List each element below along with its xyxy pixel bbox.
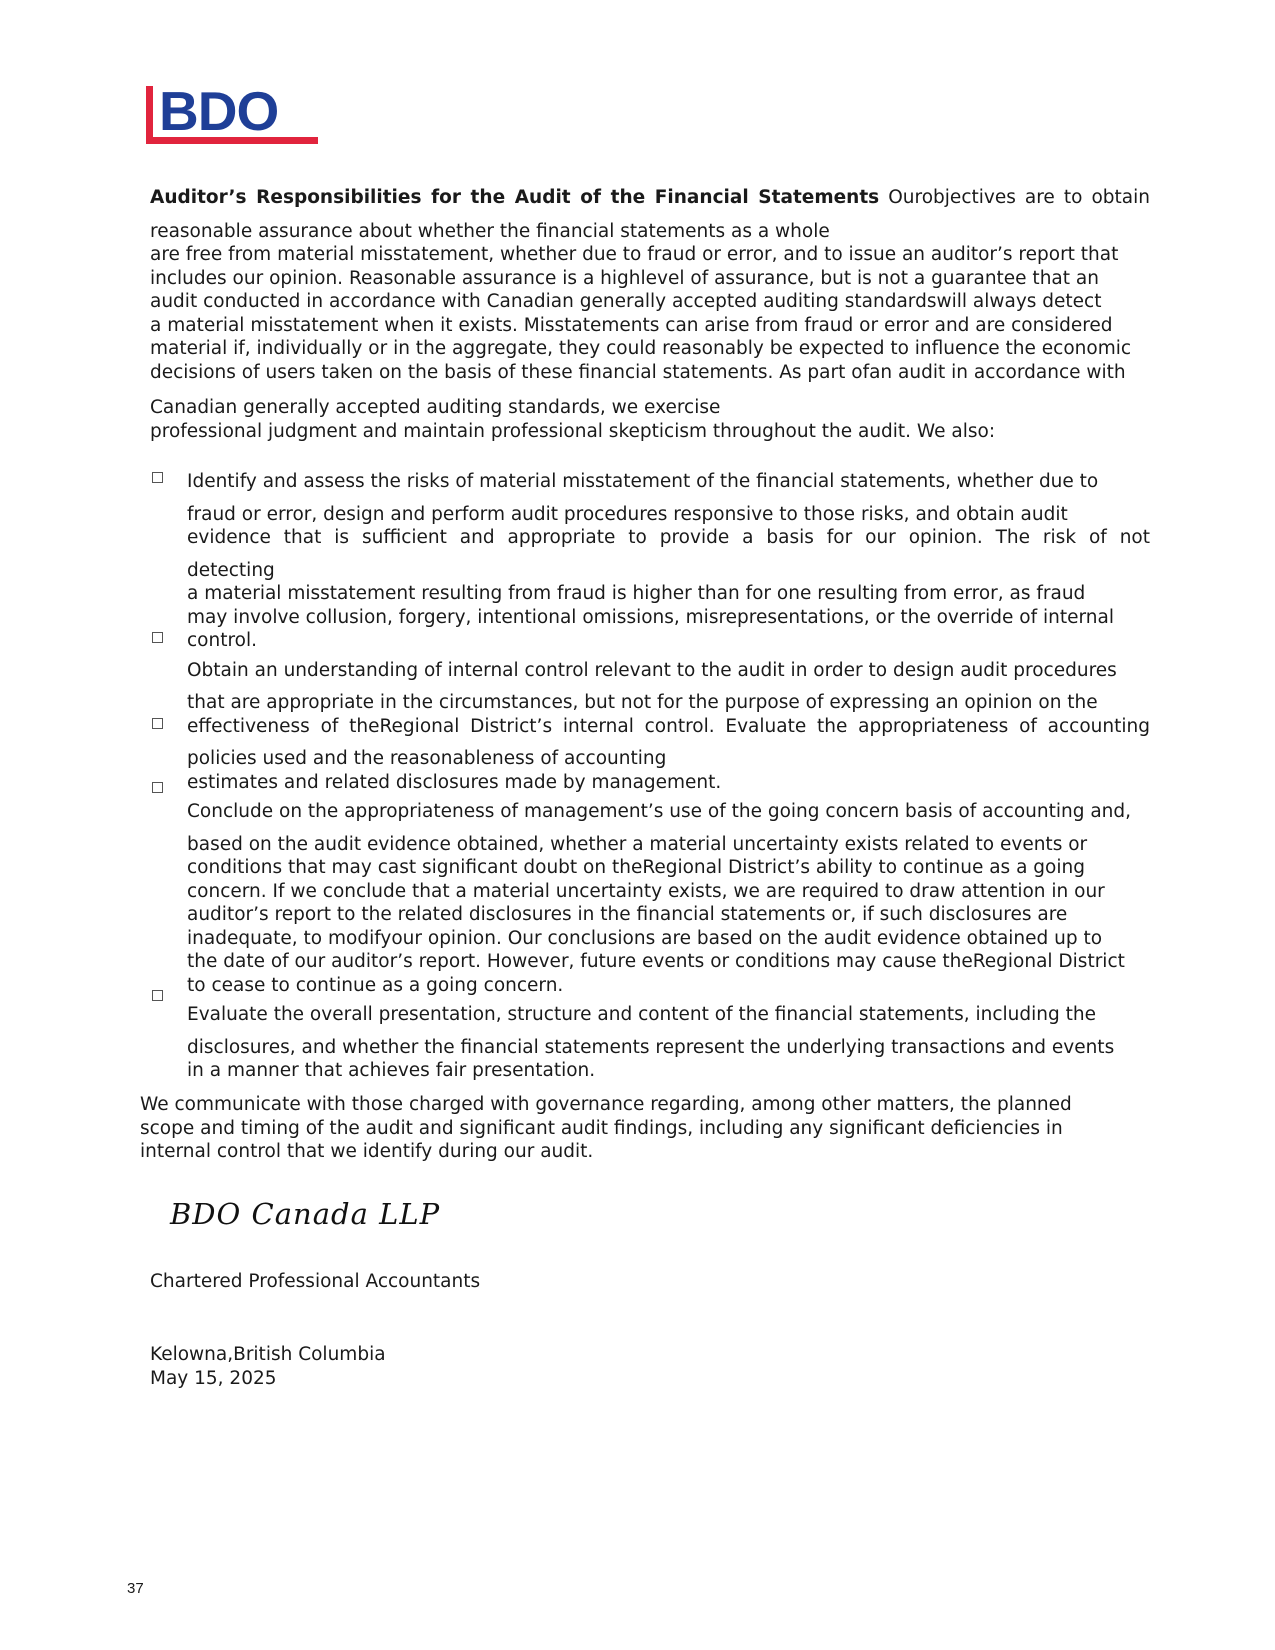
list-line: Evaluate the overall presentation, structure and content of the financial statements, including the bbox=[187, 1004, 1096, 1025]
list-line: effectiveness of theRegional District’s internal control. Evaluate the appropriateness of accounting bbox=[187, 715, 1150, 737]
bullet-box-icon bbox=[152, 472, 163, 483]
responsibilities-paragraph bbox=[150, 186, 1150, 443]
list-line: inadequate, to modifyour opinion. Our conclusions are based on the audit evidence obtained up to bbox=[187, 927, 1103, 949]
list-line: based on the audit evidence obtained, whether a material uncertainty exists related to events or bbox=[187, 833, 1088, 855]
para-line: audit conducted in accordance with Canadian generally accepted auditing standardswill always detect bbox=[150, 291, 1102, 312]
list-line: conditions that may cast significant doubt on theRegional District’s ability to continue as a going bbox=[187, 857, 1085, 878]
firm-signature: BDO Canada LLP bbox=[170, 1197, 441, 1231]
para-line: reasonable assurance about whether the financial statements as a whole bbox=[150, 220, 830, 242]
list-line: evidence that is sufficient and appropriate to provide a basis for our opinion. The risk of not bbox=[187, 527, 1150, 548]
bdo-logo-text: BDO bbox=[159, 84, 279, 142]
list-line: policies used and the reasonableness of accounting bbox=[187, 748, 667, 769]
list-line: Obtain an understanding of internal control relevant to the audit in order to design audit procedures bbox=[187, 659, 1117, 681]
list-line: Conclude on the appropriateness of management’s use of the going concern basis of accounting and, bbox=[187, 801, 1132, 822]
list-line: auditor’s report to the related disclosures in the financial statements or, if such disclosures are bbox=[187, 904, 1068, 925]
para-line: professional judgment and maintain professional skepticism throughout the audit. We also: bbox=[150, 420, 996, 442]
para-line: a material misstatement when it exists. Misstatements can arise from fraud or error and are considered bbox=[150, 314, 1113, 336]
bullet-box-icon bbox=[152, 782, 163, 793]
para-line: Canadian generally accepted auditing standards, we exercise bbox=[150, 397, 721, 418]
procedures-list bbox=[187, 470, 1150, 1083]
bdo-logo bbox=[146, 84, 318, 154]
para-line: decisions of users taken on the basis of these financial statements. As part ofan audit in accordance with bbox=[150, 361, 1126, 383]
section-heading: Auditor’s Responsibilities for the Audit of the Financial Statements bbox=[150, 187, 880, 208]
list-line: estimates and related disclosures made by management. bbox=[187, 771, 722, 793]
list-line: a material misstatement resulting from fraud is higher than for one resulting from error, as fraud bbox=[187, 583, 1086, 604]
report-location: Kelowna,British Columbia bbox=[150, 1344, 386, 1365]
list-line: that are appropriate in the circumstances, but not for the purpose of expressing an opinion on the bbox=[187, 692, 1098, 713]
list-line: control. bbox=[187, 630, 258, 651]
list-line: to cease to continue as a going concern. bbox=[187, 974, 564, 996]
report-date: May 15, 2025 bbox=[150, 1368, 277, 1389]
bullet-box-icon bbox=[152, 718, 163, 729]
list-line: the date of our auditor’s report. However, future events or conditions may cause theRegional District bbox=[187, 951, 1125, 972]
firm-title: Chartered Professional Accountants bbox=[150, 1271, 481, 1292]
para-line: material if, individually or in the aggregate, they could reasonably be expected to influence the economic bbox=[150, 338, 1132, 359]
list-line: fraud or error, design and perform audit procedures responsive to those risks, and obtain audit bbox=[187, 503, 1068, 525]
list-line: disclosures, and whether the financial statements represent the underlying transactions and events bbox=[187, 1036, 1115, 1058]
para-line: internal control that we identify during our audit. bbox=[140, 1141, 594, 1162]
para-line: We communicate with those charged with governance regarding, among other matters, the planned bbox=[140, 1094, 1072, 1115]
list-line: in a manner that achieves fair presentation. bbox=[187, 1060, 596, 1081]
para-line: scope and timing of the audit and significant audit findings, including any significant deficiencies in bbox=[140, 1117, 1063, 1139]
list-line: detecting bbox=[187, 559, 275, 581]
bullet-box-icon bbox=[152, 632, 163, 643]
communication-paragraph bbox=[140, 1093, 1140, 1164]
para-line: includes our opinion. Reasonable assurance is a highlevel of assurance, but is not a guarantee that an bbox=[150, 267, 1099, 289]
list-line: Identify and assess the risks of material misstatement of the financial statements, whether due to bbox=[187, 471, 1099, 492]
para-line: are free from material misstatement, whether due to fraud or error, and to issue an auditor’s report that bbox=[150, 244, 1119, 265]
list-line: may involve collusion, forgery, intentional omissions, misrepresentations, or the override of internal bbox=[187, 606, 1114, 628]
bullet-box-icon bbox=[152, 990, 163, 1001]
lead-line bbox=[150, 186, 1150, 210]
list-line: concern. If we conclude that a material uncertainty exists, we are required to draw attention in our bbox=[187, 880, 1105, 902]
lead-rest: Ourobjectives are to obtain bbox=[879, 187, 1150, 208]
page-number: 37 bbox=[127, 1580, 144, 1597]
